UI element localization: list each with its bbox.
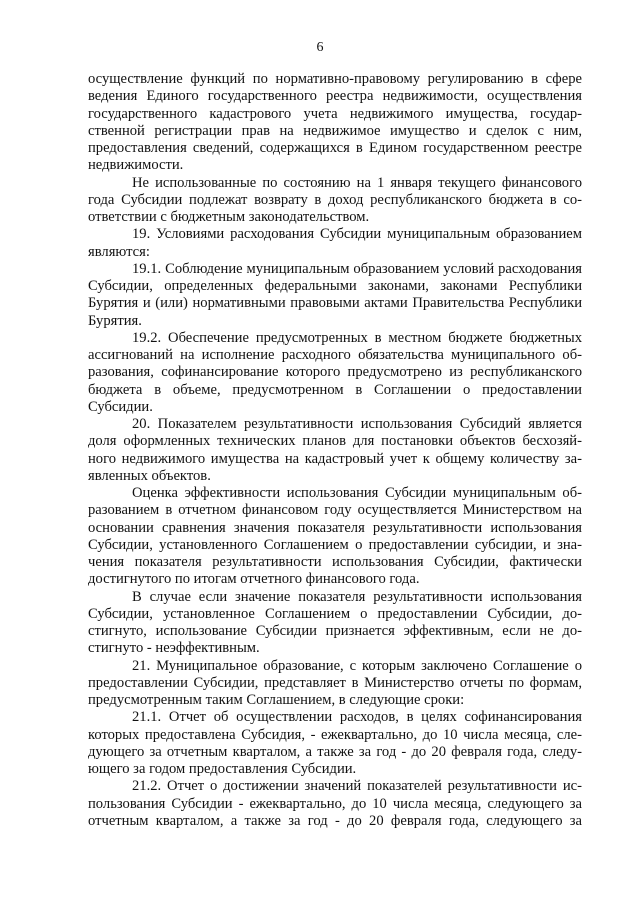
paragraph-unused-subsidy-return: Не использованные по состоянию на 1 января текущего финансового года Субсидии подлежат возврату в доход республиканского бюджета в соответствии с бюджетным законодательством. [88, 174, 582, 225]
document-body [88, 71, 582, 830]
paragraph-efficiency-assessment: Оценка эффективности использования Субсидии муниципальным образованием в отчетном финансовом году осуществляется Министерством на основании сравнения значения показателя результативности использования Субсидии, установленного Соглашением о предоставлении субсидии, и значения показателя результативности использования Субсидии, фактически достигнутого по итогам отчетного финансового года. [88, 485, 582, 588]
paragraph-21-reports: 21. Муниципальное образование, с которым заключено Соглашение о предоставлении Субсидии, представляет в Министерство отчеты по формам, предусмотренным таким Соглашением, в следующие сроки: [88, 657, 582, 708]
paragraph-19-2: 19.2. Обеспечение предусмотренных в местном бюджете бюджетных ассигнований на исполнение расходного обязательства муниципального образования, софинансирование которого предусмотрено из республиканского бюджета в объеме, предусмотренном в Соглашении о предоставлении Субсидии. [88, 329, 582, 415]
paragraph-continuation: осуществление функций по нормативно-правовому регулированию в сфере ведения Единого государственного реестра недвижимости, осуществления государственного кадастрового учета недвижимого имущества, государственной регистрации прав на недвижимое имущество и сделок с ним, предоставления сведений, содержащихся в Едином государственном реестре недвижимости. [88, 71, 582, 174]
paragraph-19-1: 19.1. Соблюдение муниципальным образованием условий расходования Субсидии, определенных федеральными законами, законами Республики Бурятия и (или) нормативными правовыми актами Правительства Республики Бурятия. [88, 260, 582, 329]
paragraph-efficiency-result: В случае если значение показателя результативности использования Субсидии, установленное Соглашением о предоставлении Субсидии, достигнуто, использование Субсидии признается эффективным, если не достигнуто - неэффективным. [88, 588, 582, 657]
paragraph-20-indicator: 20. Показателем результативности использования Субсидий является доля оформленных технических планов для постановки объектов бесхозяйного недвижимого имущества на кадастровый учет к общему количеству заявленных объектов. [88, 416, 582, 484]
paragraph-19-conditions: 19. Условиями расходования Субсидии муниципальным образованием являются: [88, 226, 582, 260]
page-number: 6 [316, 40, 324, 55]
paragraph-21-1: 21.1. Отчет об осуществлении расходов, в целях софинансирования которых предоставлена Субсидия, - ежеквартально, до 10 числа месяца, следующего за отчетным кварталом, а также за год - до 20 февраля года, следующего за годом предоставления Субсидии. [88, 709, 582, 777]
paragraph-21-2: 21.2. Отчет о достижении значений показателей результативности использования Субсидии - ежеквартально, до 10 числа месяца, следующего за отчетным кварталом, а также за год - до 20 февраля года, следующего за [88, 778, 582, 829]
